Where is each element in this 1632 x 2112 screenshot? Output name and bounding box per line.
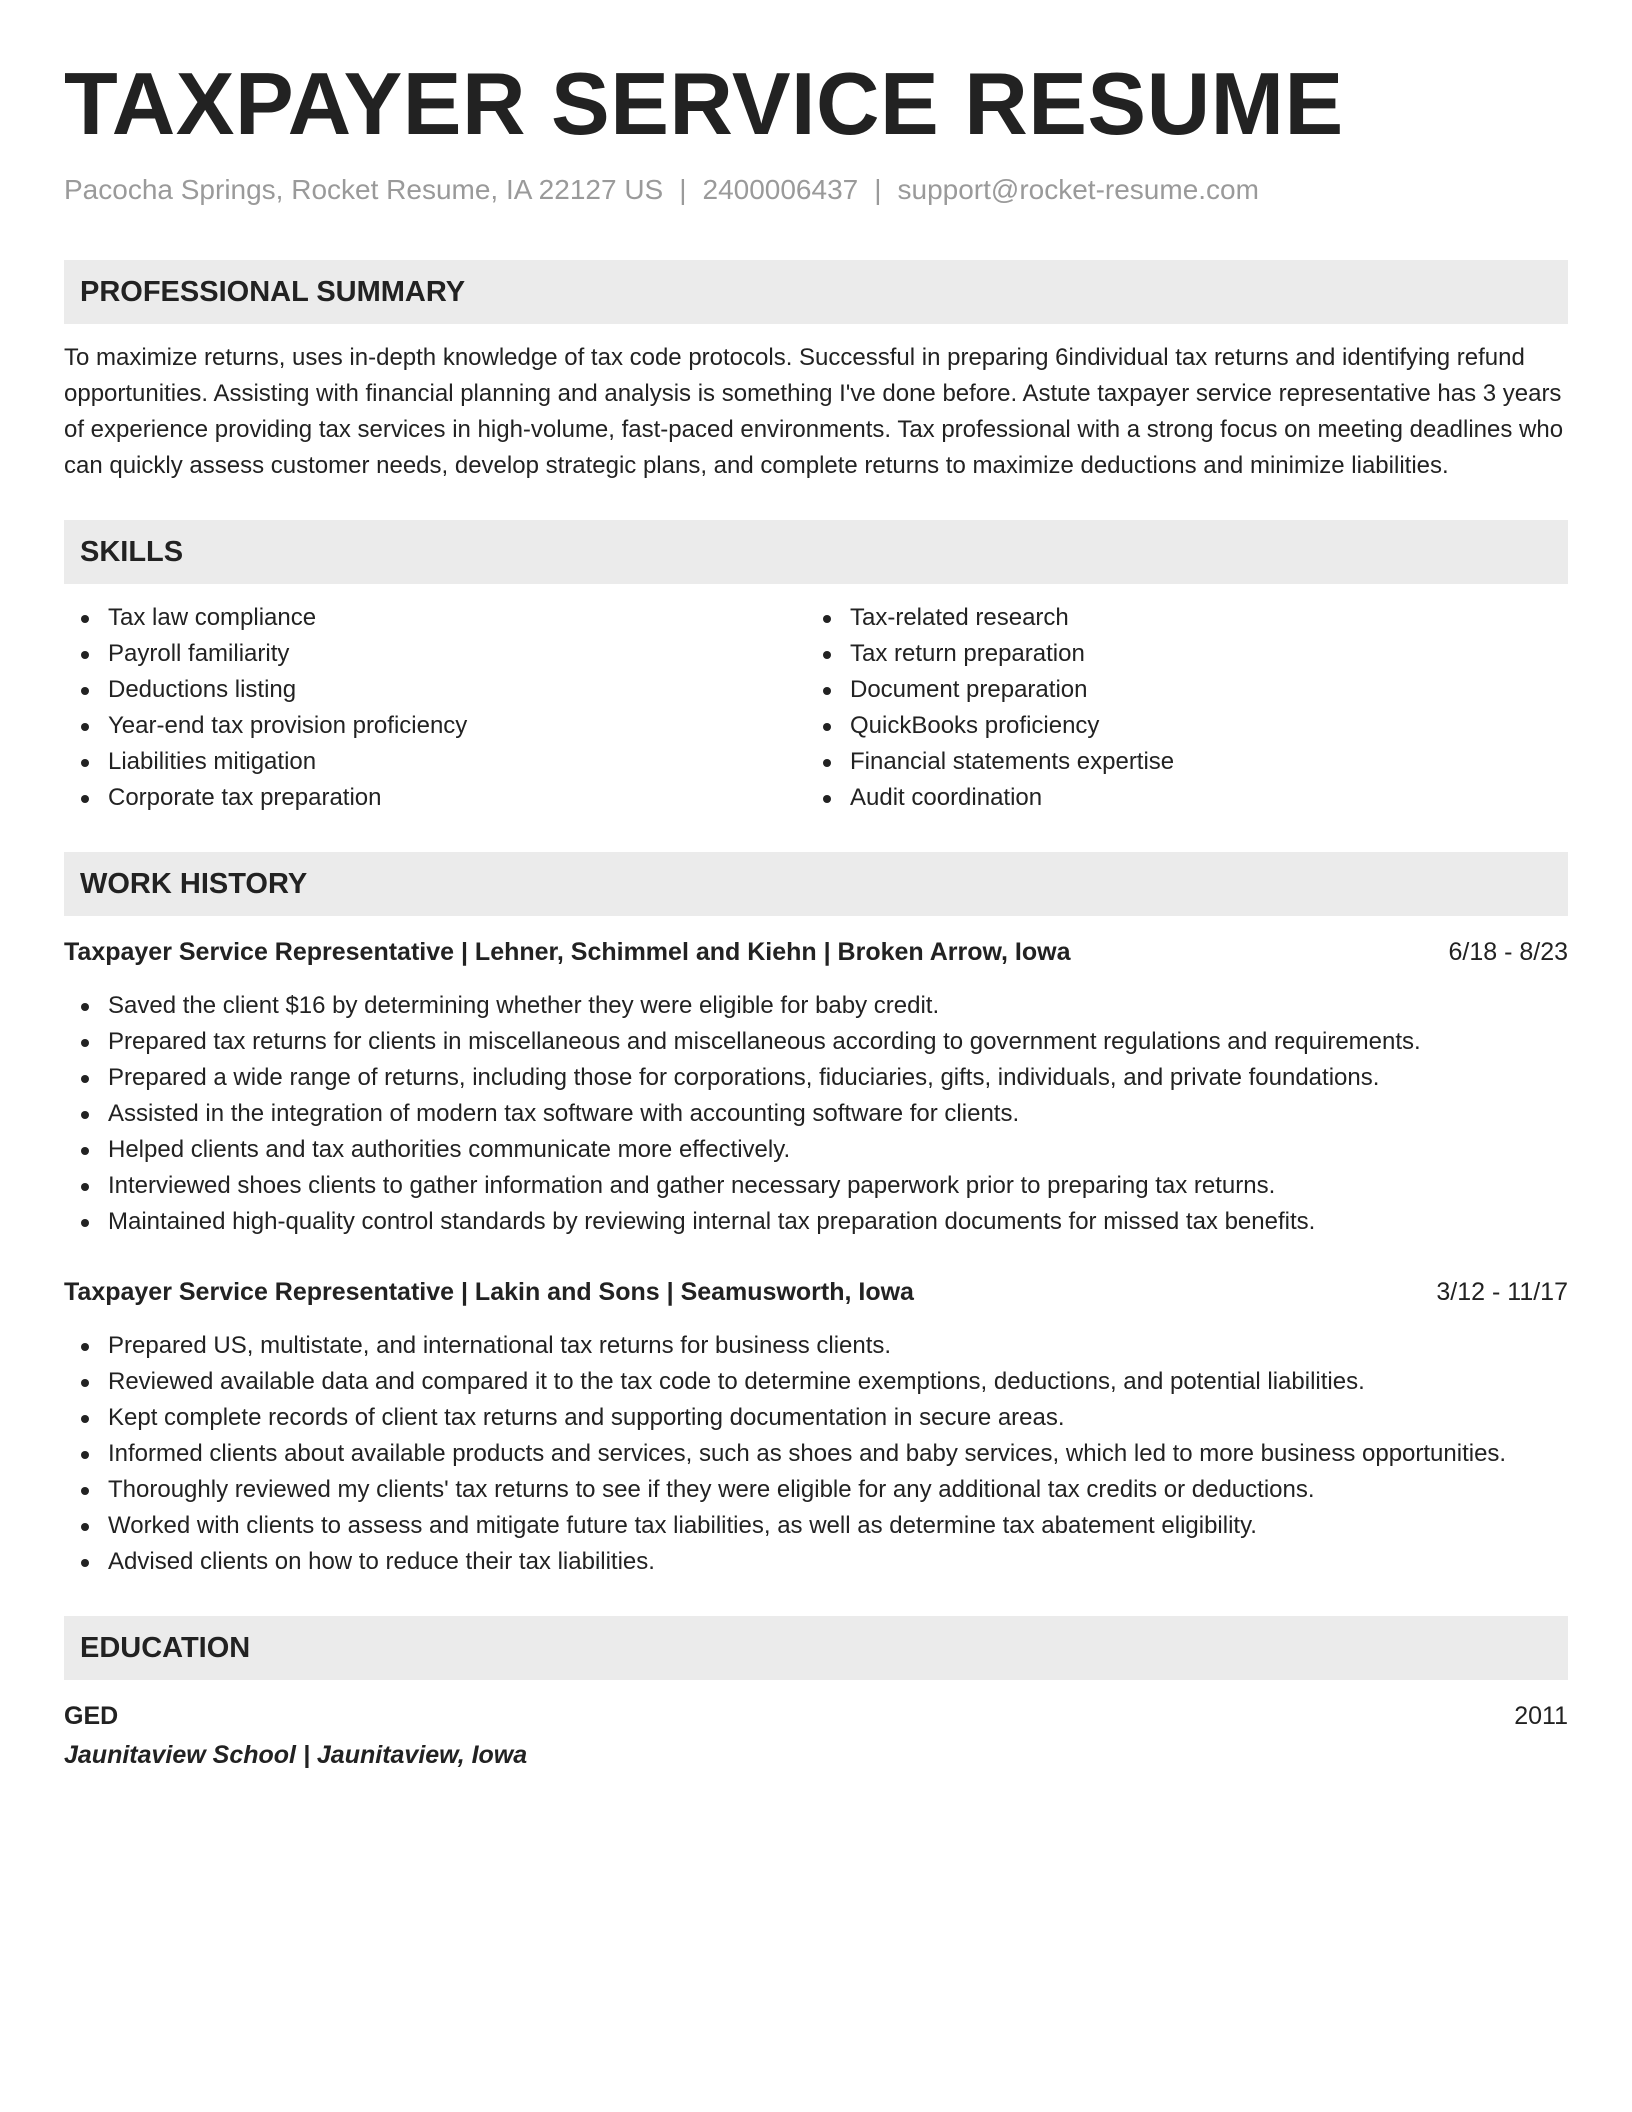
bullet-icon [81,1523,89,1531]
job-bullet-text: Prepared tax returns for clients in miscellaneous and miscellaneous according to government regulations and requirements. [108,1028,1421,1055]
bullet-icon [81,759,89,767]
skill-item [806,708,1548,744]
job-bullet-text: Helped clients and tax authorities communicate more effectively. [108,1136,791,1163]
contact-phone: 2400006437 [702,174,859,205]
resume-title: TAXPAYER SERVICE RESUME [64,54,1344,153]
skill-item [806,672,1548,708]
bullet-icon [81,615,89,623]
education-degree: GED [64,1702,119,1730]
section-header-work-history: WORK HISTORY [64,852,1568,916]
skill-label: Tax return preparation [850,640,1085,667]
job-bullet [64,1096,1568,1132]
job-bullet-text: Thoroughly reviewed my clients' tax returns to see if they were eligible for any additional tax credits or deductions. [108,1476,1315,1503]
job-bullets [64,988,1568,1240]
job-bullet [64,1204,1568,1240]
skill-label: Deductions listing [108,676,297,703]
bullet-icon [81,1039,89,1047]
job-bullet-text: Kept complete records of client tax returns and supporting documentation in secure areas. [108,1404,1065,1431]
bullet-icon [823,615,831,623]
skill-item [64,600,806,636]
job-bullet [64,1060,1568,1096]
skill-item [64,672,806,708]
job-bullet-text: Worked with clients to assess and mitigate future tax liabilities, as well as determine tax abatement eligibility. [108,1512,1257,1539]
bullet-icon [823,723,831,731]
skill-item [806,600,1548,636]
skill-label: Year-end tax provision proficiency [108,712,468,739]
job-bullet [64,1544,1568,1580]
skill-item [64,636,806,672]
bullet-icon [81,1003,89,1011]
contact-address: Pacocha Springs, Rocket Resume, IA 22127 US [64,174,664,205]
bullet-icon [823,759,831,767]
skill-label: QuickBooks proficiency [850,712,1100,739]
bullet-icon [81,1147,89,1155]
skill-item [64,744,806,780]
bullet-icon [823,687,831,695]
job-header [64,934,1568,970]
job-dates: 3/12 - 11/17 [1436,1278,1568,1306]
job-bullet-text: Maintained high-quality control standards by reviewing internal tax preparation documents for missed tax benefits. [108,1208,1316,1235]
job-bullet [64,1132,1568,1168]
contact-line [64,172,1568,208]
contact-separator: | [679,174,687,205]
bullet-icon [823,651,831,659]
job-bullet [64,1472,1568,1508]
job-bullet-text: Prepared a wide range of returns, including those for corporations, fiduciaries, gifts, individuals, and private foundations. [108,1064,1380,1091]
bullet-icon [81,1075,89,1083]
job-bullet [64,1400,1568,1436]
skill-label: Tax-related research [850,604,1069,631]
section-header-education: EDUCATION [64,1616,1568,1680]
job-bullet [64,1168,1568,1204]
job-bullet-text: Saved the client $16 by determining whether they were eligible for baby credit. [108,992,940,1019]
job-bullet [64,1364,1568,1400]
skill-item [64,708,806,744]
skills-list [64,600,1568,816]
skill-item [806,744,1548,780]
bullet-icon [81,1451,89,1459]
job-header [64,1274,1568,1310]
job-entry [64,934,1568,1240]
bullet-icon [823,795,831,803]
bullet-icon [81,1379,89,1387]
skill-label: Tax law compliance [108,604,317,631]
job-entry [64,1274,1568,1580]
bullet-icon [81,1343,89,1351]
job-bullet-text: Prepared US, multistate, and international tax returns for business clients. [108,1332,892,1359]
bullet-icon [81,723,89,731]
job-bullet [64,1024,1568,1060]
skill-item [806,636,1548,672]
job-bullet-text: Informed clients about available products and services, such as shoes and baby services, which led to more business opportunities. [108,1440,1507,1467]
job-bullet [64,1508,1568,1544]
education-header [64,1698,1568,1734]
bullet-icon [81,1183,89,1191]
skill-label: Document preparation [850,676,1088,703]
bullet-icon [81,1219,89,1227]
skills-column-left [64,600,806,816]
skill-label: Audit coordination [850,784,1043,811]
job-bullet-text: Advised clients on how to reduce their tax liabilities. [108,1548,655,1575]
job-bullet-text: Reviewed available data and compared it to the tax code to determine exemptions, deductions, and potential liabilities. [108,1368,1365,1395]
summary-text: To maximize returns, uses in-depth knowledge of tax code protocols. Successful in preparing 6individual tax returns and identifying refund opportunities. Assisting with financial planning and analysis is something I've done before. Astute taxpayer service representative has 3 years of experience providing tax services in high-volume, fast-paced environments. Tax professional with a strong focus on meeting deadlines who can quickly assess customer needs, develop strategic plans, and complete returns to maximize deductions and minimize liabilities. [64,344,1564,479]
bullet-icon [81,1487,89,1495]
skills-column-right [806,600,1548,816]
bullet-icon [81,687,89,695]
bullet-icon [81,1559,89,1567]
job-bullets [64,1328,1568,1580]
skill-label: Financial statements expertise [850,748,1175,775]
job-bullet-text: Interviewed shoes clients to gather information and gather necessary paperwork prior to preparing tax returns. [108,1172,1276,1199]
contact-email: support@rocket-resume.com [897,174,1259,205]
section-header-skills: SKILLS [64,520,1568,584]
education-entry [64,1698,1568,1773]
job-title: Taxpayer Service Representative | Lakin and Sons | Seamusworth, Iowa [64,1278,914,1306]
skill-label: Liabilities mitigation [108,748,317,775]
skill-label: Payroll familiarity [108,640,290,667]
skill-label: Corporate tax preparation [108,784,382,811]
education-year: 2011 [1514,1702,1568,1730]
education-school: Jaunitaview School | Jaunitaview, Iowa [64,1741,528,1769]
bullet-icon [81,1415,89,1423]
contact-separator: | [874,174,882,205]
bullet-icon [81,1111,89,1119]
skill-item [64,780,806,816]
job-bullet [64,1328,1568,1364]
job-dates: 6/18 - 8/23 [1448,938,1568,966]
job-bullet [64,988,1568,1024]
bullet-icon [81,795,89,803]
bullet-icon [81,651,89,659]
job-bullet [64,1436,1568,1472]
section-header-summary: PROFESSIONAL SUMMARY [64,260,1568,324]
skill-item [806,780,1548,816]
job-title: Taxpayer Service Representative | Lehner, Schimmel and Kiehn | Broken Arrow, Iowa [64,938,1071,966]
job-bullet-text: Assisted in the integration of modern tax software with accounting software for clients. [108,1100,1020,1127]
